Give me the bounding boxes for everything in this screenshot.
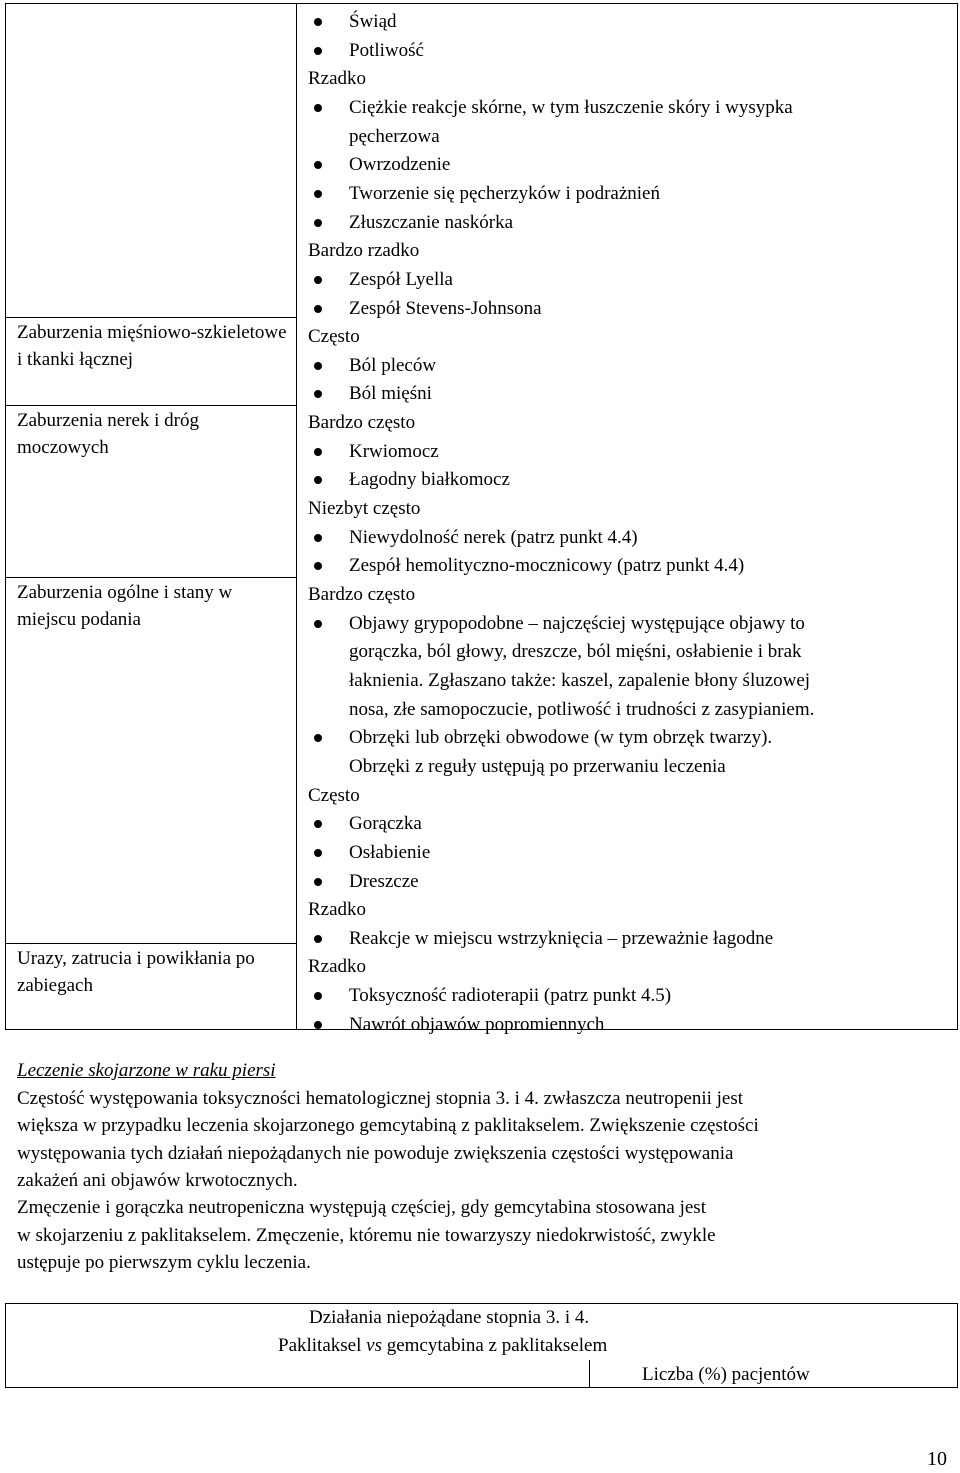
paragraph-line: w skojarzeniu z paklitakselem. Zmęczenie, któremu nie towarzyszy niedokrwistość, zwykle	[17, 1224, 716, 1246]
row-text: Osłabienie	[349, 841, 431, 863]
row-text: Zespół Stevens-Johnsona	[349, 297, 542, 319]
row-text: Rzadko	[308, 899, 367, 921]
paragraph-line: Częstość występowania toksyczności hematologicznej stopnia 3. i 4. zwłaszcza neutropenii jest	[17, 1088, 744, 1109]
bullet-icon	[314, 562, 322, 570]
row-text: Bardzo często	[308, 584, 416, 605]
frequency-label	[308, 896, 366, 923]
column-header: Liczba (%) pacjentów	[642, 1364, 810, 1385]
bullet-icon	[314, 620, 322, 628]
row-text: nosa, złe samopoczucie, potliwość i trudności z zasypianiem.	[349, 698, 815, 720]
frequency-label	[308, 237, 419, 264]
frequency-label	[308, 495, 420, 522]
bullet-icon	[314, 476, 322, 484]
paragraph-line: występowania tych działań niepożądanych nie powoduje zwiększenia częstości występowania	[17, 1142, 734, 1164]
row-text: Bardzo często	[308, 412, 416, 434]
frequency-label	[308, 581, 415, 608]
row-text: Objawy grypopodobne – najczęściej występujące objawy to	[349, 612, 805, 634]
bullet-icon	[314, 190, 322, 198]
bullet-icon	[314, 47, 322, 55]
category-cell: Zaburzenia ogólne i stany w miejscu podania	[17, 582, 233, 630]
bullet-icon	[314, 878, 322, 886]
paragraph-line: ustępuje po pierwszym cyklu leczenia.	[17, 1251, 311, 1273]
bullet-icon	[314, 362, 322, 370]
row-text: Łagodny białkomocz	[349, 469, 510, 491]
row-text: Krwiomocz	[349, 440, 439, 462]
row-text: Obrzęki z reguły ustępują po przerwaniu leczenia	[349, 755, 726, 777]
row-text: Niezbyt często	[308, 498, 421, 520]
row-text: Często	[308, 326, 360, 348]
row-text: Tworzenie się pęcherzyków i podrażnień	[349, 182, 660, 204]
column-divider	[589, 1360, 590, 1387]
frequency-label	[308, 65, 366, 92]
row-text: łaknienia. Zgłaszano także: kaszel, zapalenie błony śluzowej	[349, 669, 811, 691]
row-text: Ból mięśni	[349, 383, 432, 405]
section-title: Leczenie skojarzone w raku piersi	[17, 1060, 276, 1081]
bullet-icon	[314, 305, 322, 313]
row-text: Świąd	[349, 11, 397, 32]
row-text: Zespół Lyella	[349, 268, 453, 290]
row-text: Obrzęki lub obrzęki obwodowe (w tym obrzęk twarzy).	[349, 727, 773, 749]
row-text: Gorączka	[349, 813, 422, 835]
bullet-icon	[314, 276, 322, 284]
row-divider	[6, 577, 296, 578]
row-text: Zespół hemolityczno-mocznicowy (patrz punkt 4.4)	[349, 555, 745, 577]
bullet-icon	[314, 104, 322, 112]
column-divider	[296, 4, 297, 1029]
row-text: Bardzo rzadko	[308, 240, 420, 262]
frequency-label	[308, 323, 360, 350]
row-text: Dreszcze	[349, 870, 419, 892]
paragraph-line: większa w przypadku leczenia skojarzonego gemcytabiną z paklitakselem. Zwiększenie częstości	[17, 1115, 759, 1137]
row-text: Ciężkie reakcje skórne, w tym łuszczenie skóry i wysypka	[349, 96, 793, 118]
row-text: Toksyczność radioterapii (patrz punkt 4.5)	[349, 985, 672, 1007]
bullet-icon	[314, 219, 322, 227]
category-cell: Zaburzenia nerek i dróg moczowych	[17, 410, 199, 458]
frequency-label	[308, 953, 366, 980]
row-text: Często	[308, 784, 360, 806]
frequency-label	[308, 409, 415, 436]
row-text: Reakcje w miejscu wstrzyknięcia – przeważnie łagodne	[349, 927, 774, 949]
subheading-part: gemcytabina z paklitakselem	[386, 1335, 608, 1356]
bullet-icon	[314, 992, 322, 1000]
paragraph-line: Zmęczenie i gorączka neutropeniczna występują częściej, gdy gemcytabina stosowana jest	[17, 1197, 706, 1219]
row-text: gorączka, ból głowy, dreszcze, ból mięśni, osłabienie i brak	[349, 641, 802, 663]
bullet-icon	[314, 534, 322, 542]
row-divider	[6, 943, 296, 944]
row-text: Niewydolność nerek (patrz punkt 4.4)	[349, 526, 638, 548]
bullet-icon	[314, 734, 322, 742]
category-cell: Zaburzenia mięśniowo-szkieletowe i tkanki łącznej	[17, 322, 287, 370]
row-text: Złuszczanie naskórka	[349, 211, 514, 233]
row-text: Ból pleców	[349, 354, 437, 376]
row-text: pęcherzowa	[349, 125, 440, 147]
row-divider	[6, 405, 296, 406]
grade-table	[5, 1303, 958, 1388]
row-text: Nawrót objawów popromiennych	[349, 1013, 605, 1035]
row-divider	[6, 317, 296, 318]
bullet-icon	[314, 448, 322, 456]
bullet-icon	[314, 820, 322, 828]
bullet-icon	[314, 849, 322, 857]
row-text: Rzadko	[308, 68, 367, 90]
subheading-vs: vs	[366, 1335, 382, 1356]
frequency-label	[308, 782, 360, 809]
bullet-icon	[314, 18, 322, 26]
bullet-icon	[314, 161, 322, 169]
page-number: 10	[927, 1448, 947, 1470]
category-cell: Urazy, zatrucia i powikłania po zabiegach	[17, 948, 255, 996]
adverse-effects-table	[5, 3, 958, 1035]
table-subheading	[278, 1332, 607, 1359]
bullet-icon	[314, 935, 322, 943]
row-text: Owrzodzenie	[349, 154, 451, 176]
paragraph-line: zakażeń ani objawów krwotocznych.	[17, 1169, 298, 1191]
bullet-icon	[314, 390, 322, 398]
subheading-part: Paklitaksel	[278, 1335, 362, 1356]
table-heading: Działania niepożądane stopnia 3. i 4.	[309, 1307, 590, 1328]
row-text: Rzadko	[308, 956, 367, 978]
bullet-icon	[314, 1021, 322, 1029]
row-text: Potliwość	[349, 39, 424, 61]
